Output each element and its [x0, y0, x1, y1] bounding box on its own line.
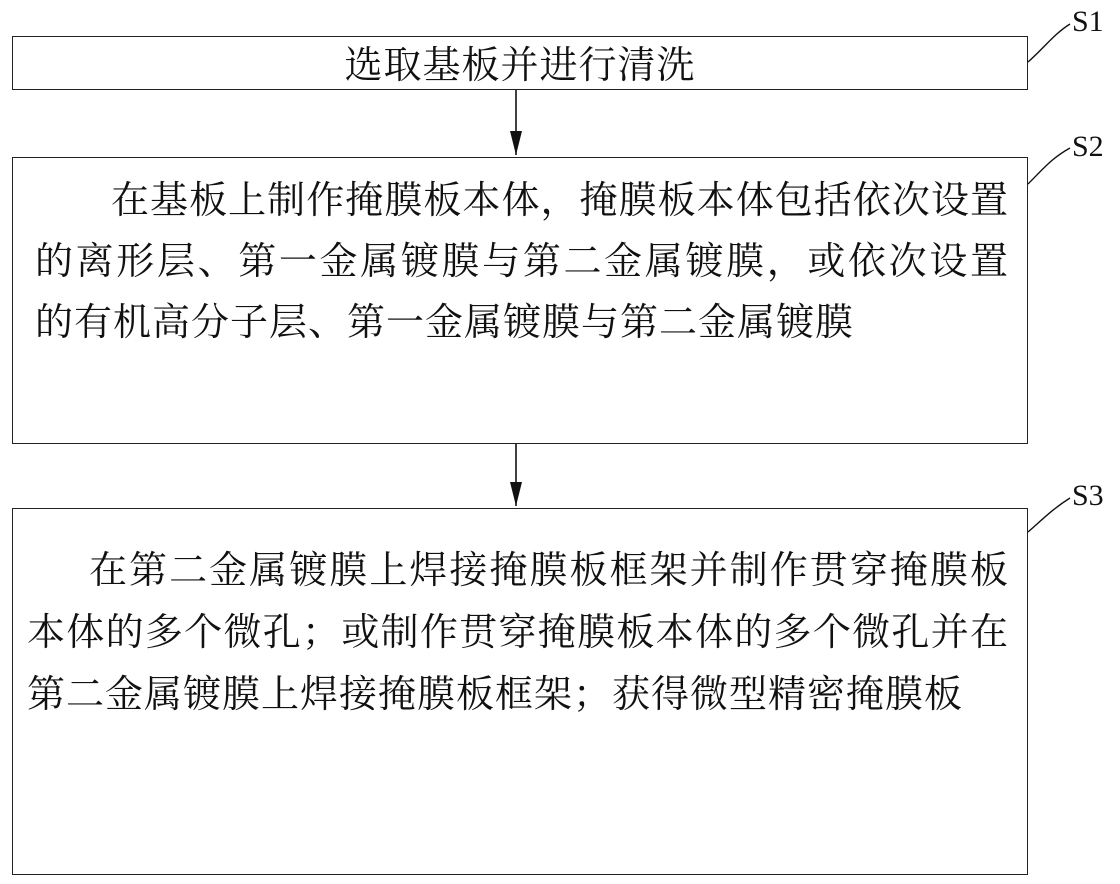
- step-label-s3: S3: [1072, 479, 1104, 512]
- arrowhead-icon: [510, 482, 522, 506]
- step-text-s2: 在基板上制作掩膜板本体，掩膜板本体包括依次设置的离形层、第一金属镀膜与第二金属镀膜，或依次设置的有机高分子层、第一金属镀膜与第二金属镀膜: [35, 178, 1009, 344]
- step-label-s2: S2: [1072, 130, 1104, 163]
- leader-line: [1028, 498, 1070, 532]
- leader-line: [1028, 148, 1070, 184]
- step-box-s1: [12, 36, 1028, 90]
- leader-line: [1028, 24, 1070, 62]
- step-marker-s2: [1028, 130, 1104, 184]
- step-box-s2: [12, 157, 1028, 444]
- step-marker-s3: [1028, 479, 1104, 532]
- arrowhead-icon: [510, 131, 522, 155]
- step-box-s3: [12, 508, 1028, 875]
- step-text-s1: 选取基板并进行清洗: [344, 43, 696, 87]
- step-marker-s1: [1028, 5, 1104, 62]
- step-text-s3: 在第二金属镀膜上焊接掩膜板框架并制作贯穿掩膜板本体的多个微孔；或制作贯穿掩膜板本体的多个微孔并在第二金属镀膜上焊接掩膜板框架；获得微型精密掩膜板: [27, 548, 1009, 716]
- arrow-s2-to-s3: [510, 444, 522, 506]
- arrow-s1-to-s2: [510, 90, 522, 155]
- step-label-s1: S1: [1072, 5, 1104, 38]
